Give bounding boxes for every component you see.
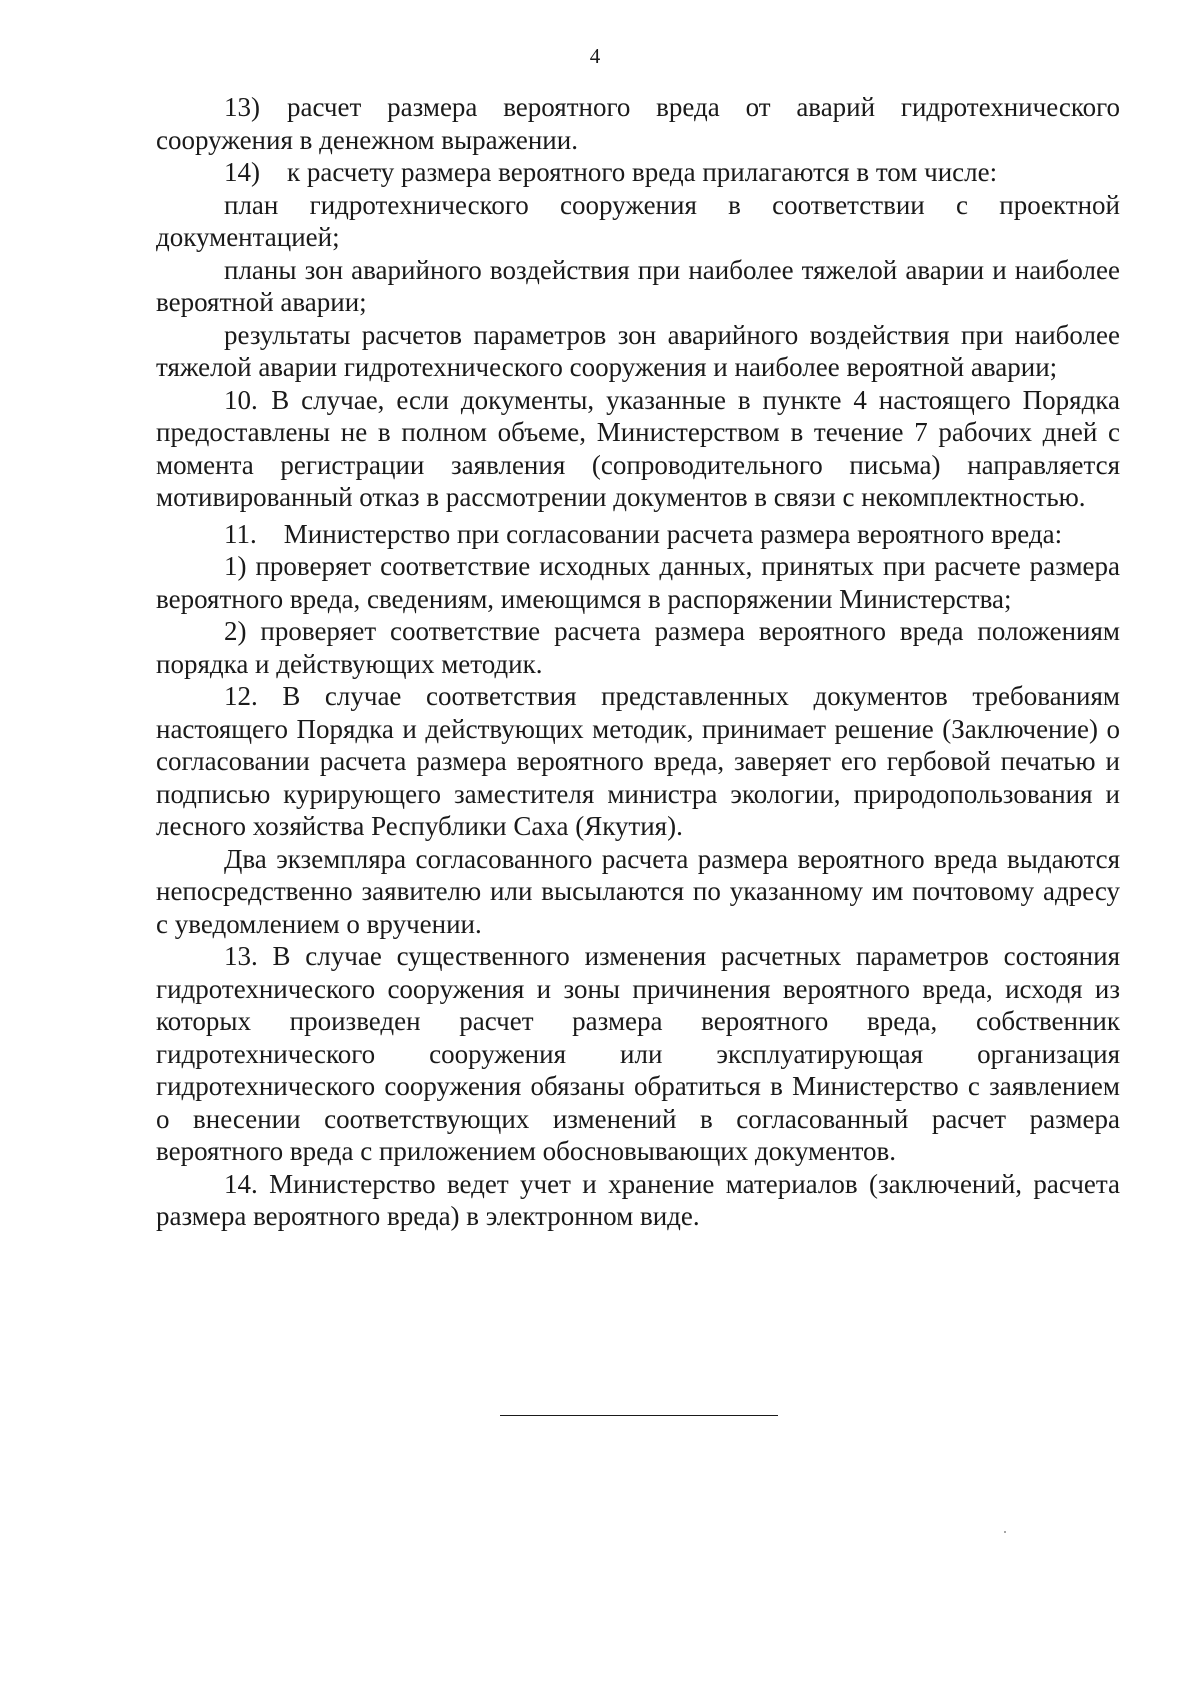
paragraph-10-incomplete-documents: 10. В случае, если документы, указанные в пункте 4 настоящего Порядка предоставлены не в полном объеме, Министерством в течение 7 рабочих дней с момента регистрации заявления (сопроводительного письма) направляется мотивированный отказ в рассмотрении документов в связи с некомплектностью.: [156, 384, 1120, 512]
paragraph-14-record-keeping: 14. Министерство ведет учет и хранение материалов (заключений, расчета размера вероятного вреда) в электронном виде.: [156, 1168, 1120, 1231]
paragraph-14-attachments-intro: 14) к расчету размера вероятного вреда прилагаются в том числе:: [224, 157, 998, 187]
paragraph-12-approval-decision: 12. В случае соответствия представленных документов требованиям настоящего Порядка и действующих методик, принимает решение (Заключение) о согласовании расчета размера вероятного вреда, заверяет его гербовой печатью и подписью курирующего заместителя министра экологии, природопользования и лесного хозяйства Республики Саха (Якутия).: [156, 681, 1120, 841]
paragraph-impact-zone-plans: планы зон аварийного воздействия при наиболее тяжелой аварии и наиболее вероятной аварии;: [156, 254, 1120, 317]
paragraph-13-damage-calculation: 13) расчет размера вероятного вреда от аварий гидротехнического сооружения в денежном выражении.: [156, 92, 1120, 155]
scan-speck: [1004, 1531, 1006, 1533]
document-body: [156, 91, 1120, 1233]
paragraph-11-item-2: 2) проверяет соответствие расчета размера вероятного вреда положениям порядка и действующих методик.: [156, 616, 1120, 679]
page-number: 4: [589, 44, 601, 68]
paragraph-11-item-1: 1) проверяет соответствие исходных данных, принятых при расчете размера вероятного вреда, сведениям, имеющимся в распоряжении Министерства;: [156, 551, 1120, 614]
paragraph-13-parameter-changes: 13. В случае существенного изменения расчетных параметров состояния гидротехнического сооружения и зоны причинения вероятного вреда, исходя из которых произведен расчет размера вероятного вреда, собственник гидротехнического сооружения или эксплуатирующая организация гидротехнического сооружения обязаны обратиться в Министерство с заявлением о внесении соответствующих изменений в согласованный расчет размера вероятного вреда с приложением обосновывающих документов.: [156, 941, 1120, 1166]
end-of-text-rule: [500, 1415, 778, 1416]
paragraph-impact-zone-results: результаты расчетов параметров зон аварийного воздействия при наиболее тяжелой аварии гидротехнического сооружения и наиболее вероятной аварии;: [156, 319, 1120, 382]
paragraph-structure-plan: план гидротехнического сооружения в соответствии с проектной документацией;: [156, 189, 1120, 252]
paragraph-two-copies: Два экземпляра согласованного расчета размера вероятного вреда выдаются непосредственно заявителю или высылаются по указанному им почтовому адресу с уведомлением о вручении.: [156, 843, 1120, 939]
paragraph-11-ministry-approval: 11. Министерство при согласовании расчета размера вероятного вреда:: [224, 518, 1063, 549]
